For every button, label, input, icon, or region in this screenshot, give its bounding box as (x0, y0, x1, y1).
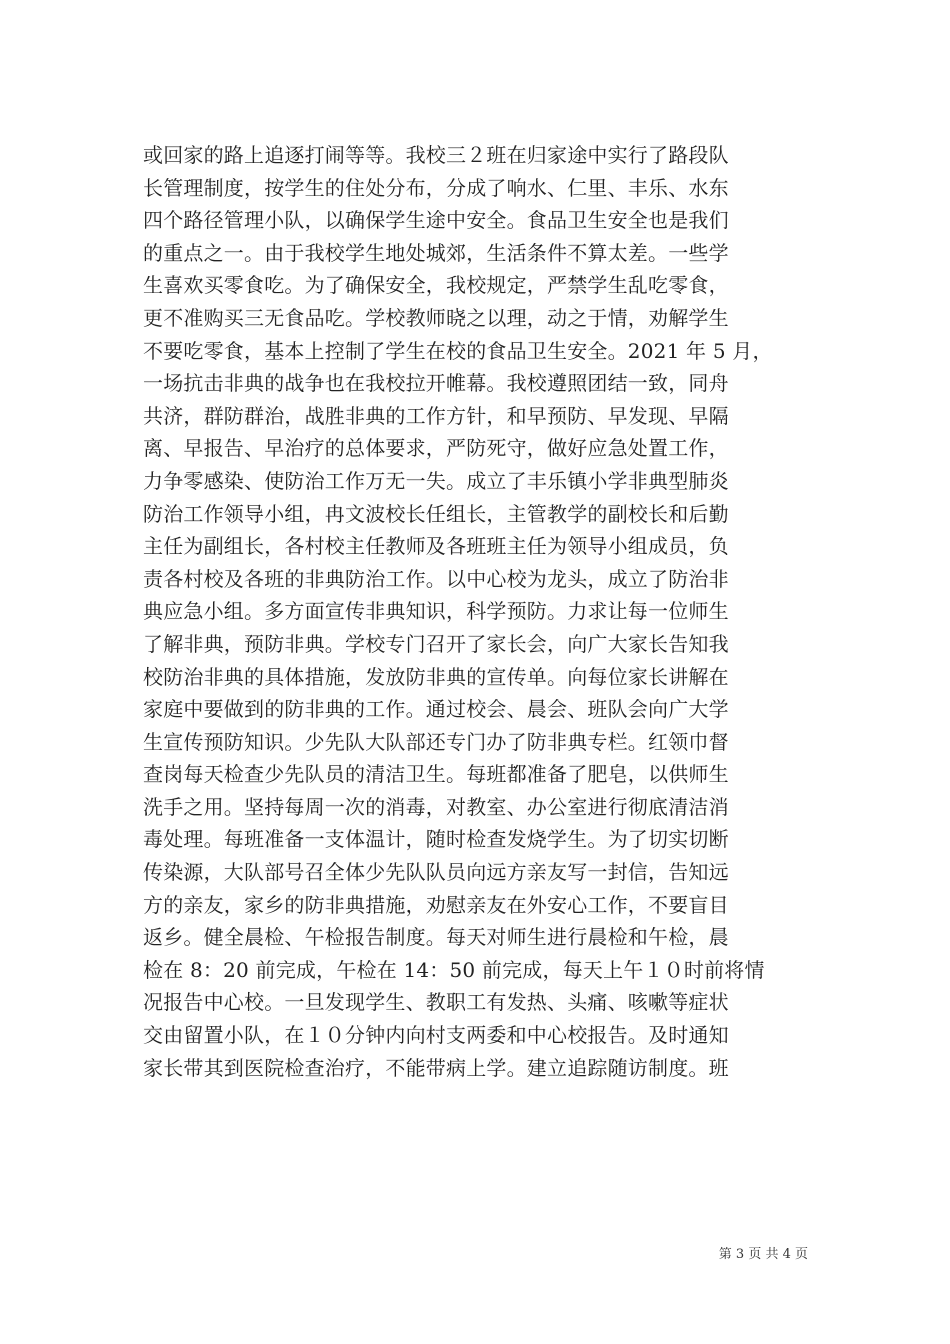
text-line: 家长带其到医院检查治疗，不能带病上学。建立追踪随访制度。班 (143, 1055, 729, 1080)
text-line: 力争零感染、使防治工作万无一失。成立了丰乐镇小学非典型肺炎 (143, 468, 729, 493)
text-line: 不要吃零食，基本上控制了学生在校的食品卫生安全。2021 年 5 月， (143, 338, 773, 363)
page-number: 第 3 页 共 4 页 (718, 1247, 808, 1262)
text-line: 的重点之一。由于我校学生地处城郊，生活条件不算太差。一些学 (143, 240, 729, 265)
text-line: 家庭中要做到的防非典的工作。通过校会、晨会、班队会向广大学 (143, 697, 729, 722)
text-line: 共济，群防群治，战胜非典的工作方针，和早预防、早发现、早隔 (143, 403, 729, 428)
text-line: 方的亲友，家乡的防非典措施，劝慰亲友在外安心工作，不要盲目 (143, 892, 729, 917)
text-line: 防治工作领导小组，冉文波校长任组长，主管教学的副校长和后勤 (143, 501, 729, 526)
text-line: 生喜欢买零食吃。为了确保安全，我校规定，严禁学生乱吃零食， (143, 273, 729, 298)
text-line: 更不准购买三无食品吃。学校教师晓之以理，动之于情，劝解学生 (143, 305, 729, 330)
text-line: 传染源，大队部号召全体少先队队员向远方亲友写一封信，告知远 (143, 860, 729, 885)
text-line: 况报告中心校。一旦发现学生、教职工有发热、头痛、咳嗽等症状 (143, 990, 729, 1015)
text-line: 主任为副组长，各村校主任教师及各班班主任为领导小组成员，负 (143, 534, 729, 559)
text-line: 检在 8：20 前完成，午检在 14：50 前完成，每天上午１０时前将情 (143, 957, 765, 982)
text-line: 了解非典，预防非典。学校专门召开了家长会，向广大家长告知我 (143, 631, 729, 656)
text-line: 离、早报告、早治疗的总体要求，严防死守，做好应急处置工作， (143, 436, 729, 461)
body-text (143, 139, 813, 1084)
text-line: 四个路径管理小队，以确保学生途中安全。食品卫生安全也是我们 (143, 208, 729, 233)
text-line: 洗手之用。坚持每周一次的消毒，对教室、办公室进行彻底清洁消 (143, 794, 729, 819)
text-line: 返乡。健全晨检、午检报告制度。每天对师生进行晨检和午检，晨 (143, 925, 729, 950)
text-line: 长管理制度，按学生的住处分布，分成了响水、仁里、丰乐、水东 (143, 175, 729, 200)
text-line: 毒处理。每班准备一支体温计，随时检查发烧学生。为了切实切断 (143, 827, 729, 852)
text-line: 或回家的路上追逐打闹等等。我校三２班在归家途中实行了路段队 (143, 143, 729, 167)
text-line: 校防治非典的具体措施，发放防非典的宣传单。向每位家长讲解在 (143, 664, 729, 689)
text-line: 一场抗击非典的战争也在我校拉开帷幕。我校遵照团结一致，同舟 (143, 371, 729, 396)
text-line: 查岗每天检查少先队员的清洁卫生。每班都准备了肥皂，以供师生 (143, 762, 729, 787)
text-line: 生宣传预防知识。少先队大队部还专门办了防非典专栏。红领巾督 (143, 729, 729, 754)
text-line: 典应急小组。多方面宣传非典知识，科学预防。力求让每一位师生 (143, 599, 729, 624)
text-line: 责各村校及各班的非典防治工作。以中心校为龙头，成立了防治非 (143, 566, 729, 591)
text-line: 交由留置小队，在１０分钟内向村支两委和中心校报告。及时通知 (143, 1023, 729, 1048)
